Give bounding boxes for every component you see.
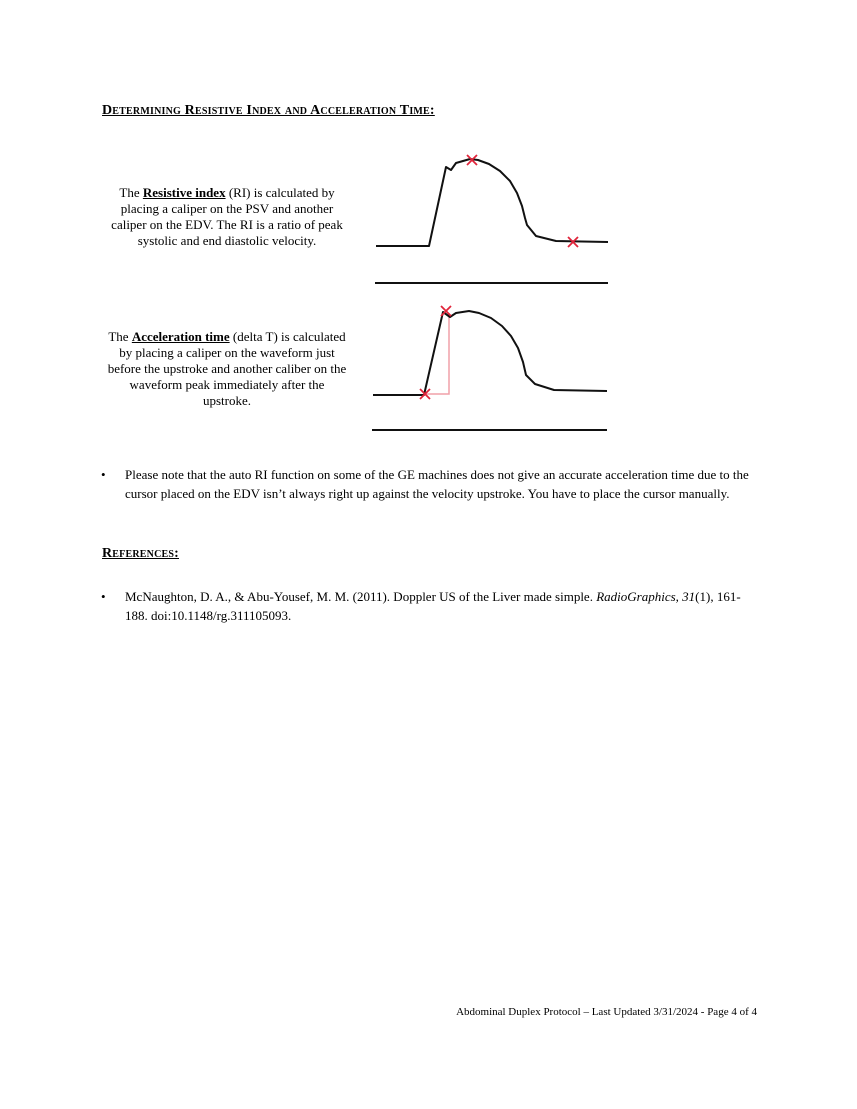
reference-journal: RadioGraphics, (596, 589, 679, 604)
ri-caption-text: (RI) is calculated by placing a caliper on the PSV and another caliper on the EDV. The RI is a ratio of peak systolic and end diastolic velocity. (111, 185, 343, 248)
section-heading: Determining Resistive Index and Acceleration Time: (102, 103, 435, 118)
reference-volume: 31 (682, 589, 696, 604)
note-text: Please note that the auto RI function on some of the GE machines does not give an accurate acceleration time due to the cursor placed on the EDV isn’t always right up against the velocity upstroke. You have to place the cursor manually. (125, 467, 749, 501)
reference-pages-doi: (1), 161-188. doi:10.1148/rg.311105093. (125, 589, 741, 623)
at-caption-prefix: The (108, 329, 132, 344)
at-waveform-diagram (372, 306, 607, 430)
reference-authors-title: McNaughton, D. A., & Abu-Yousef, M. M. (2011). Doppler US of the Liver made simple. (125, 589, 597, 604)
delta-t-guide (425, 313, 449, 394)
ri-waveform-diagram (375, 155, 608, 283)
ri-caption-prefix: The (119, 185, 143, 200)
references-heading: References: (102, 546, 179, 561)
reference-citation (125, 587, 751, 625)
ri-waveform (376, 159, 608, 246)
at-waveform (373, 311, 607, 395)
ri-term: Resistive index (142, 185, 226, 200)
bullet-icon: • (101, 589, 106, 604)
page-footer: Abdominal Duplex Protocol – Last Updated 3/31/2024 - Page 4 of 4 (456, 1006, 757, 1018)
waveform-diagrams (0, 0, 857, 460)
bullet-icon: • (101, 467, 106, 482)
at-term: Acceleration time (131, 329, 230, 344)
at-caption-text: (delta T) is calculated by placing a caliper on the waveform just before the upstroke and another caliber on the waveform peak immediately after the upstroke. (107, 329, 347, 408)
